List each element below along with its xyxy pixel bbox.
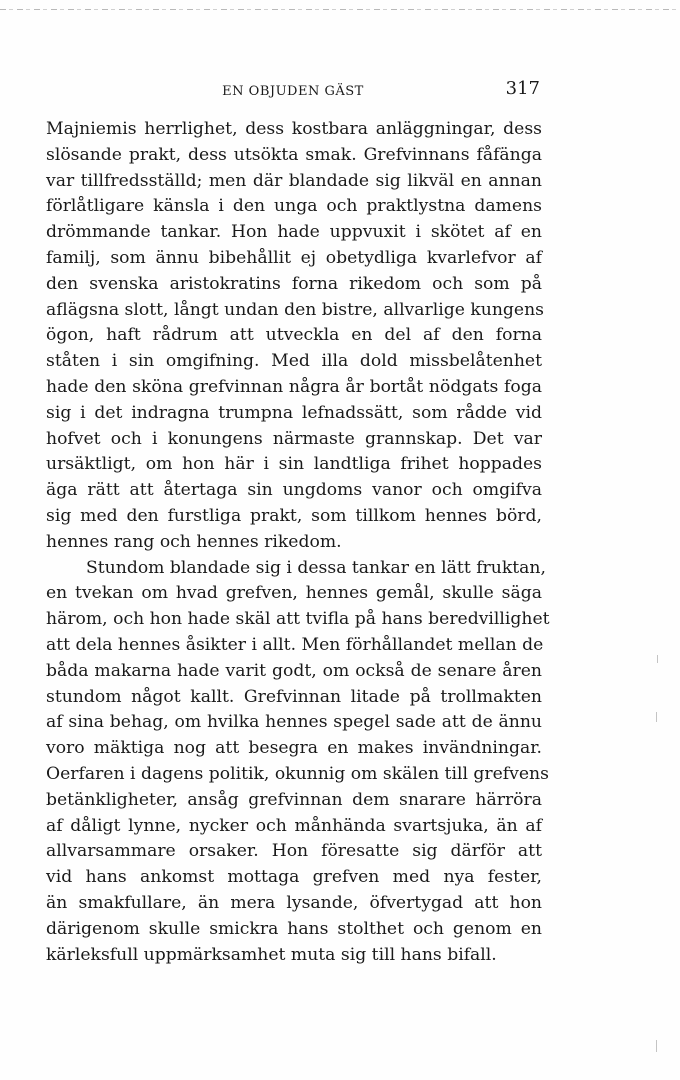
text-line: familj, som ännu bibehållit ej obetydliga kvarlefvor af	[46, 247, 542, 268]
text-line: båda makarna hade varit godt, om också de senare åren	[46, 660, 542, 681]
text-line: drömmande tankar. Hon hade uppvuxit i skötet af en	[46, 222, 542, 243]
text-line: ståten i sin omgifning. Med illa dold missbelåtenhet	[46, 351, 542, 372]
paragraph-start-line: Stundom blandade sig i dessa tankar en lätt fruktan,	[86, 557, 546, 578]
text-line: stundom något kallt. Grefvinnan litade på trollmakten	[46, 686, 542, 707]
text-line: betänkligheter, ansåg grefvinnan dem snarare härröra	[46, 789, 542, 810]
text-line: Majniemis herrlighet, dess kostbara anläggningar, dess	[46, 119, 542, 139]
text-line: en tvekan om hvad grefven, hennes gemål, skulle säga	[46, 583, 542, 604]
text-line: att dela hennes åsikter i allt. Men förhållandet mellan de	[46, 634, 544, 655]
text-line: härom, och hon hade skäl att tvifla på hans beredvillighet	[46, 609, 550, 630]
text-line: därigenom skulle smickra hans stolthet och genom en	[46, 918, 542, 939]
page-number: 317	[505, 78, 540, 99]
text-line: af sina behag, om hvilka hennes spegel sade att de ännu	[46, 712, 542, 733]
text-line: äga rätt att återtaga sin ungdoms vanor och omgifva	[46, 480, 542, 501]
text-line: än smakfullare, än mera lysande, öfvertygad att hon	[46, 892, 542, 913]
text-line: sig i det indragna trumpna lefnadssätt, som rådde vid	[46, 402, 542, 423]
text-line: allvarsammare orsaker. Hon föresatte sig därför att	[46, 841, 542, 862]
page-header	[46, 78, 540, 102]
text-line: voro mäktiga nog att besegra en makes invändningar.	[46, 738, 542, 759]
scan-edge-rule	[0, 9, 680, 10]
paragraph-end-line: hennes rang och hennes rikedom.	[46, 531, 342, 552]
text-line: förlåtligare känsla i den unga och praktlystna damens	[46, 196, 542, 217]
text-line: ursäktligt, om hon här i sin landtliga frihet hoppades	[46, 454, 542, 475]
text-line: aflägsna slott, långt undan den bistre, allvarlige kungens	[46, 299, 544, 320]
text-line: hade den sköna grefvinnan några år bortåt nödgats foga	[46, 376, 542, 397]
body-text	[46, 117, 550, 968]
text-line: hofvet och i konungens närmaste grannskap. Det var	[46, 428, 542, 449]
scan-speck	[656, 1040, 657, 1052]
text-line: af dåligt lynne, nycker och månhända svartsjuka, än af	[46, 815, 542, 836]
text-line: sig med den furstliga prakt, som tillkom hennes börd,	[46, 505, 542, 526]
running-title: EN OBJUDEN GÄST	[222, 84, 364, 99]
scan-speck	[656, 712, 657, 722]
paragraph-end-line: kärleksfull uppmärksamhet muta sig till hans bifall.	[46, 944, 497, 965]
text-line: var tillfredsställd; men där blandade sig likväl en annan	[46, 170, 542, 191]
text-line: slösande prakt, dess utsökta smak. Grefvinnans fåfänga	[46, 144, 542, 165]
text-line: den svenska aristokratins forna rikedom och som på	[46, 273, 542, 294]
text-line: vid hans ankomst mottaga grefven med nya fester,	[46, 867, 542, 888]
scan-speck	[657, 655, 658, 663]
text-line: Oerfaren i dagens politik, okunnig om skälen till grefvens	[46, 763, 549, 784]
text-line: ögon, haft rådrum att utveckla en del af den forna	[46, 325, 542, 346]
